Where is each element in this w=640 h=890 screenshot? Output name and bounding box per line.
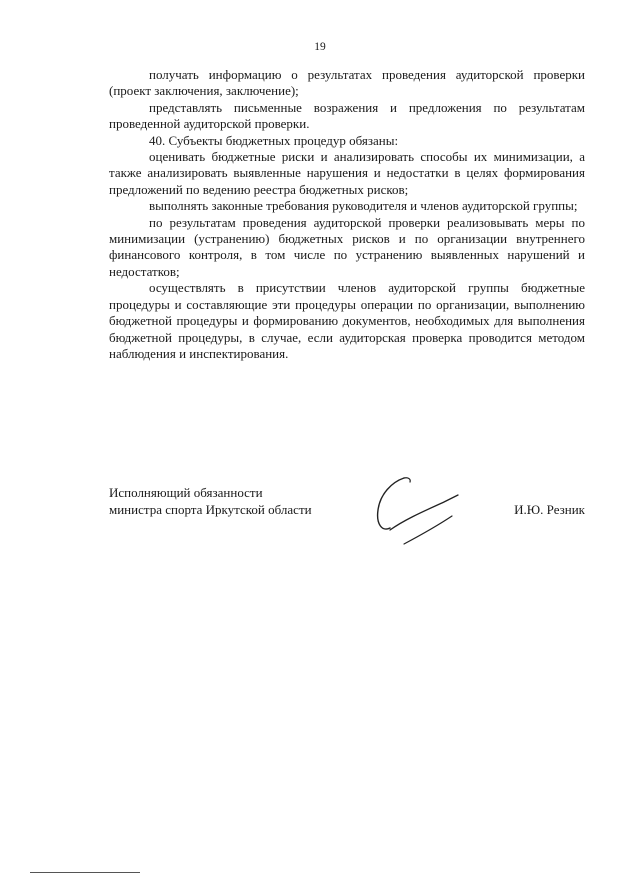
signer-name: И.Ю. Резник <box>514 502 585 517</box>
paragraph: получать информацию о результатах проведения аудиторской проверки (проект заключения, заключение); <box>109 67 585 99</box>
paragraph: оценивать бюджетные риски и анализировать способы их минимизации, а также анализировать выявленные нарушения и недостатки в целях формирования предложений по ведению реестра бюджетных рисков; <box>109 149 585 197</box>
footnote-divider <box>30 872 140 873</box>
document-body <box>109 67 585 362</box>
page-number: 19 <box>314 41 326 53</box>
paragraph: представлять письменные возражения и предложения по результатам проведенной аудиторской проверки. <box>109 99 585 132</box>
paragraph: выполнять законные требования руководителя и членов аудиторской группы; <box>149 198 578 214</box>
handwritten-signature <box>364 472 474 552</box>
signature-block <box>109 484 585 554</box>
signer-title <box>109 484 312 518</box>
signer-title-line-1: Исполняющий обязанности <box>109 485 263 500</box>
signer-title-line-2: министра спорта Иркутской области <box>109 502 312 517</box>
paragraph: 40. Субъекты бюджетных процедур обязаны: <box>149 132 399 148</box>
paragraph: по результатам проведения аудиторской проверки реализовывать меры по минимизации (устранению) бюджетных рисков и по организации внутреннего финансового контроля, в том числе по устранению выявленных нарушений и недостатков; <box>109 214 585 279</box>
paragraph: осуществлять в присутствии членов аудиторской группы бюджетные процедуры и составляющие эти процедуры операции по организации, выполнению бюджетной процедуры и формированию документов, необходимых для выполнения бюджетной процедуры, в случае, если аудиторская проверка проводится методом наблюдения и инспектирования. <box>109 280 585 361</box>
